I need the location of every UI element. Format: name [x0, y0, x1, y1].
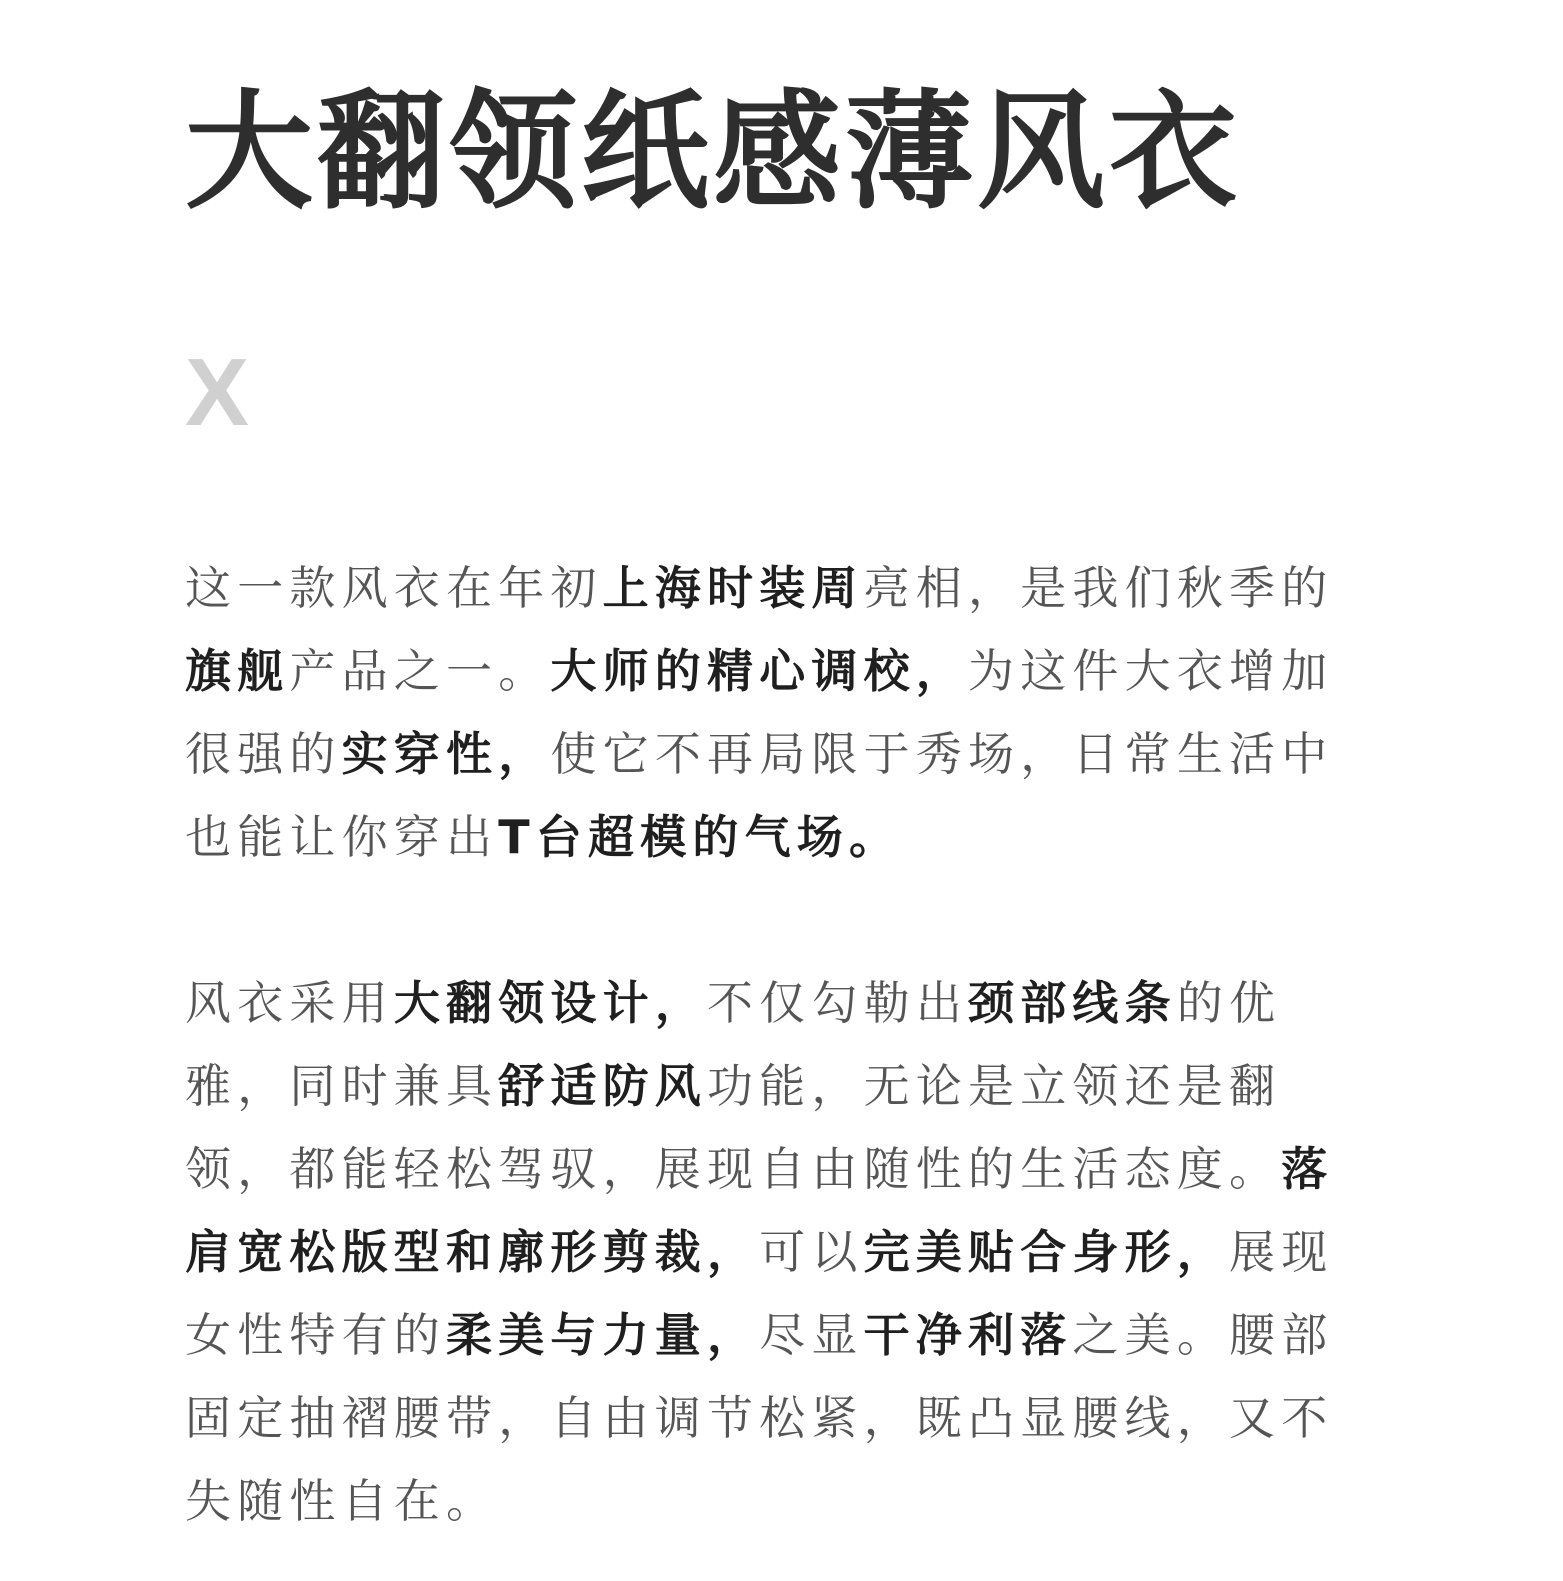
highlight-text: 舒适防风 [498, 1059, 708, 1113]
body-text: 为这件大衣增加很强的 [185, 644, 1334, 781]
highlight-text: 上海时装周 [602, 561, 864, 615]
highlight-text: 完美贴合身形， [863, 1225, 1230, 1279]
highlight-text: 干净利落 [863, 1308, 1073, 1362]
body-text: 不仅勾勒出 [707, 976, 969, 1030]
body-text: 的优雅，同时兼具 [185, 976, 1282, 1113]
body-text: 亮相，是我们秋季的 [863, 561, 1334, 615]
body-text: 使它不再局限于秀场，日常生活中也能让你穿出 [185, 727, 1334, 864]
highlight-text: 落肩宽松版型和廓形剪裁， [185, 1142, 1334, 1279]
page-title: 大翻领纸感薄风衣 [185, 78, 1242, 227]
highlight-text: 实穿性， [341, 727, 551, 781]
body-text: 展现女性特有的 [185, 1225, 1334, 1362]
highlight-text: 大翻领设计， [393, 976, 708, 1030]
highlight-text: 大师的精心调校， [550, 644, 969, 698]
body-text: 这一款风衣在年初 [185, 561, 603, 615]
body-text: 产品之一。 [289, 644, 551, 698]
highlight-text: 颈部线条 [968, 976, 1177, 1030]
decorative-x-mark: X [185, 339, 250, 446]
body-text: 风衣采用 [185, 976, 394, 1030]
paragraph-design [185, 962, 1365, 1543]
body-text: 尽显 [759, 1308, 864, 1362]
highlight-text: 旗舰 [185, 644, 290, 698]
body-text: 功能，无论是立领还是翻领，都能轻松驾驭，展现自由随性的生活态度。 [185, 1059, 1282, 1196]
highlight-text: T台超模的气场。 [498, 810, 902, 864]
body-text: 之美。腰部固定抽褶腰带，自由调节松紧，既凸显腰线，又不失随性自在。 [185, 1308, 1334, 1528]
highlight-text: 柔美与力量， [446, 1308, 760, 1362]
body-text: 可以 [759, 1225, 864, 1279]
paragraph-intro [185, 547, 1365, 879]
